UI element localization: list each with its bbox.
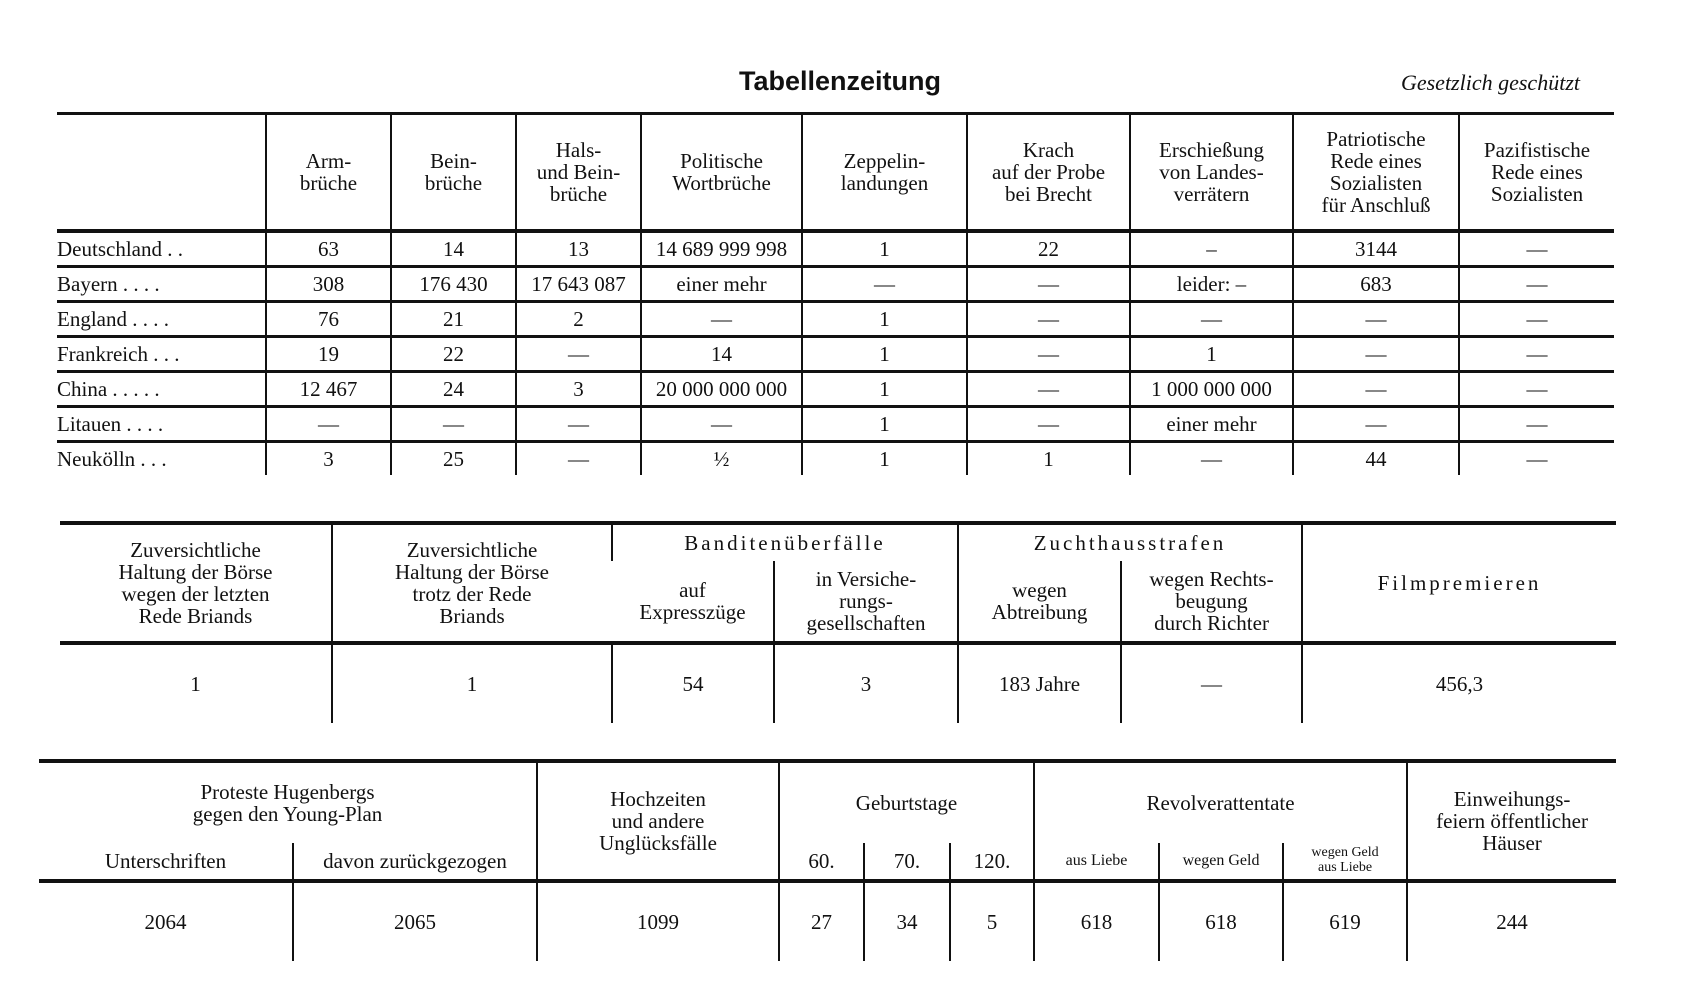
subheader-cell: aus Liebe (1034, 843, 1159, 881)
table-row (57, 267, 1614, 302)
subheader-cell: 120. (950, 843, 1034, 881)
table-cell: 244 (1407, 881, 1616, 961)
table-cell: — (1121, 643, 1302, 723)
header-cell: Einweihungs- feiern öffentlicher Häuser (1407, 761, 1616, 881)
table-cell: 76 (266, 302, 391, 337)
page-title: Tabellenzeitung (738, 66, 941, 96)
table-row (57, 302, 1614, 337)
table-cell: 3144 (1293, 231, 1459, 267)
group-header: Proteste Hugenbergs gegen den Young-Plan (192, 779, 383, 826)
table-cell: — (641, 302, 802, 337)
table-cell: — (391, 407, 516, 442)
row-label: Deutschland . . (57, 231, 266, 267)
table-cell: 13 (516, 231, 641, 267)
table-cell: — (516, 442, 641, 476)
column-header: Zeppelin- landungen (802, 114, 967, 232)
table-cell: — (802, 267, 967, 302)
group-header: Banditenüberfälle (612, 523, 958, 561)
row-label: Frankreich . . . (57, 337, 266, 372)
table-cell: 1 (802, 231, 967, 267)
table-cell: – (1130, 231, 1293, 267)
table-cell: 27 (779, 881, 864, 961)
table-cell: 618 (1159, 881, 1283, 961)
column-header: Krach auf der Probe bei Brecht (967, 114, 1130, 232)
table-cell: — (967, 302, 1130, 337)
table-cell: — (641, 407, 802, 442)
table-cell: — (967, 407, 1130, 442)
table-cell: — (1459, 407, 1614, 442)
copyright-note: Gesetzlich geschützt (1400, 70, 1580, 95)
table-cell: 176 430 (391, 267, 516, 302)
table-cell: 3 (516, 372, 641, 407)
row-label: Neukölln . . . (57, 446, 167, 471)
table-cell: 2064 (144, 909, 187, 934)
table-row (57, 442, 1614, 476)
table-protests-birthdays (39, 759, 1616, 961)
table-cell: — (266, 407, 391, 442)
table-cell: 5 (950, 881, 1034, 961)
table-cell: — (1459, 231, 1614, 267)
subheader-cell: wegen Geld (1159, 843, 1283, 881)
table-cell: 19 (266, 337, 391, 372)
table-cell: 21 (391, 302, 516, 337)
table-cell: — (1293, 407, 1459, 442)
column-header: Arm- brüche (266, 114, 391, 232)
table-cell: 14 (641, 337, 802, 372)
table-cell: — (1293, 372, 1459, 407)
row-label: Bayern . . . . (57, 267, 266, 302)
column-header: Erschießung von Landes- verrätern (1130, 114, 1293, 232)
table-cell: 1 (1130, 337, 1293, 372)
table-cell: 44 (1293, 442, 1459, 476)
table-cell: — (516, 337, 641, 372)
column-header: Patriotische Rede eines Sozialisten für Anschluß (1293, 114, 1459, 232)
table-cell: 618 (1034, 881, 1159, 961)
subheader-cell: wegen Rechts- beugung durch Richter (1121, 561, 1302, 643)
column-header: Pazifistische Rede eines Sozialisten (1459, 114, 1614, 232)
table-cell: 1 000 000 000 (1130, 372, 1293, 407)
table-cell: 1 (802, 302, 967, 337)
table-cell: einer mehr (1130, 407, 1293, 442)
table-cell: einer mehr (641, 267, 802, 302)
table-cell: 24 (391, 372, 516, 407)
table-cell: — (1293, 302, 1459, 337)
subheader-cell: wegen Abtreibung (958, 561, 1121, 643)
table-cell: — (1459, 302, 1614, 337)
table-countries (57, 112, 1614, 475)
table-cell: — (1459, 337, 1614, 372)
table-cell: 63 (266, 231, 391, 267)
table-cell: 22 (967, 231, 1130, 267)
column-header: Bein- brüche (391, 114, 516, 232)
header-cell: Zuversichtliche Haltung der Börse wegen der letzten Rede Briands (60, 523, 332, 643)
table-cell: 183 Jahre (958, 643, 1121, 723)
column-header (57, 114, 266, 232)
table-cell: 1 (967, 442, 1130, 476)
table-row (57, 372, 1614, 407)
table-cell: — (967, 267, 1130, 302)
table-cell: 3 (774, 643, 958, 723)
table-cell: 54 (612, 643, 774, 723)
column-header: Politische Wortbrüche (641, 114, 802, 232)
table-cell: ½ (641, 442, 802, 476)
table-cell: — (516, 407, 641, 442)
table-cell: 1099 (537, 881, 779, 961)
table-cell: 1 (802, 372, 967, 407)
table-row (57, 231, 1614, 267)
table-cell: 1 (802, 442, 967, 476)
table-cell: 14 (391, 231, 516, 267)
subheader-cell: auf Expresszüge (612, 561, 774, 643)
group-header: Zuchthausstrafen (958, 523, 1302, 561)
table-cell: 1 (190, 671, 201, 696)
table-cell: 1 (802, 407, 967, 442)
table-cell: 22 (391, 337, 516, 372)
table-cell: — (1459, 267, 1614, 302)
table-cell: 683 (1293, 267, 1459, 302)
header-cell: Zuversichtliche Haltung der Börse trotz der Rede Briands (332, 523, 612, 643)
table-cell: — (967, 337, 1130, 372)
header-cell: Hochzeiten und andere Unglücksfälle (537, 761, 779, 881)
table-cell: — (1130, 442, 1293, 476)
table-cell: 1 (802, 337, 967, 372)
table-cell: 3 (266, 442, 391, 476)
subheader-cell: davon zurückgezogen (293, 843, 537, 881)
table-cell: 619 (1283, 881, 1407, 961)
subheader-cell: wegen Geld aus Liebe (1283, 843, 1407, 881)
table-cell: 2 (516, 302, 641, 337)
table-cell: 34 (864, 881, 950, 961)
table-cell: — (1459, 442, 1614, 476)
table-cell: 25 (391, 442, 516, 476)
subheader-cell: in Versiche- rungs- gesellschaften (774, 561, 958, 643)
table-cell: 308 (266, 267, 391, 302)
group-header: Revolverattentate (1034, 761, 1407, 843)
table-cell: 1 (332, 643, 612, 723)
row-label: Litauen . . . . (57, 407, 266, 442)
subheader-cell: 70. (864, 843, 950, 881)
table-cell: 456,3 (1302, 643, 1616, 723)
table-cell: 17 643 087 (516, 267, 641, 302)
table-cell: — (967, 372, 1130, 407)
row-label: China . . . . . (57, 372, 266, 407)
header-cell: Filmpremieren (1302, 523, 1616, 643)
subheader-cell: Unterschriften (39, 843, 293, 881)
subheader-cell: 60. (779, 843, 864, 881)
row-label: England . . . . (57, 302, 266, 337)
table-cell: 14 689 999 998 (641, 231, 802, 267)
column-header: Hals- und Bein- brüche (516, 114, 641, 232)
table-row (57, 407, 1614, 442)
table-cell: — (1459, 372, 1614, 407)
table-cell: — (1293, 337, 1459, 372)
table-cell: leider: – (1130, 267, 1293, 302)
table-stock-bandits (60, 521, 1616, 723)
table-cell: 20 000 000 000 (641, 372, 802, 407)
table-cell: 12 467 (266, 372, 391, 407)
table-cell: 2065 (293, 881, 537, 961)
table-cell: — (1130, 302, 1293, 337)
group-header: Geburtstage (779, 761, 1034, 843)
table-row (57, 337, 1614, 372)
